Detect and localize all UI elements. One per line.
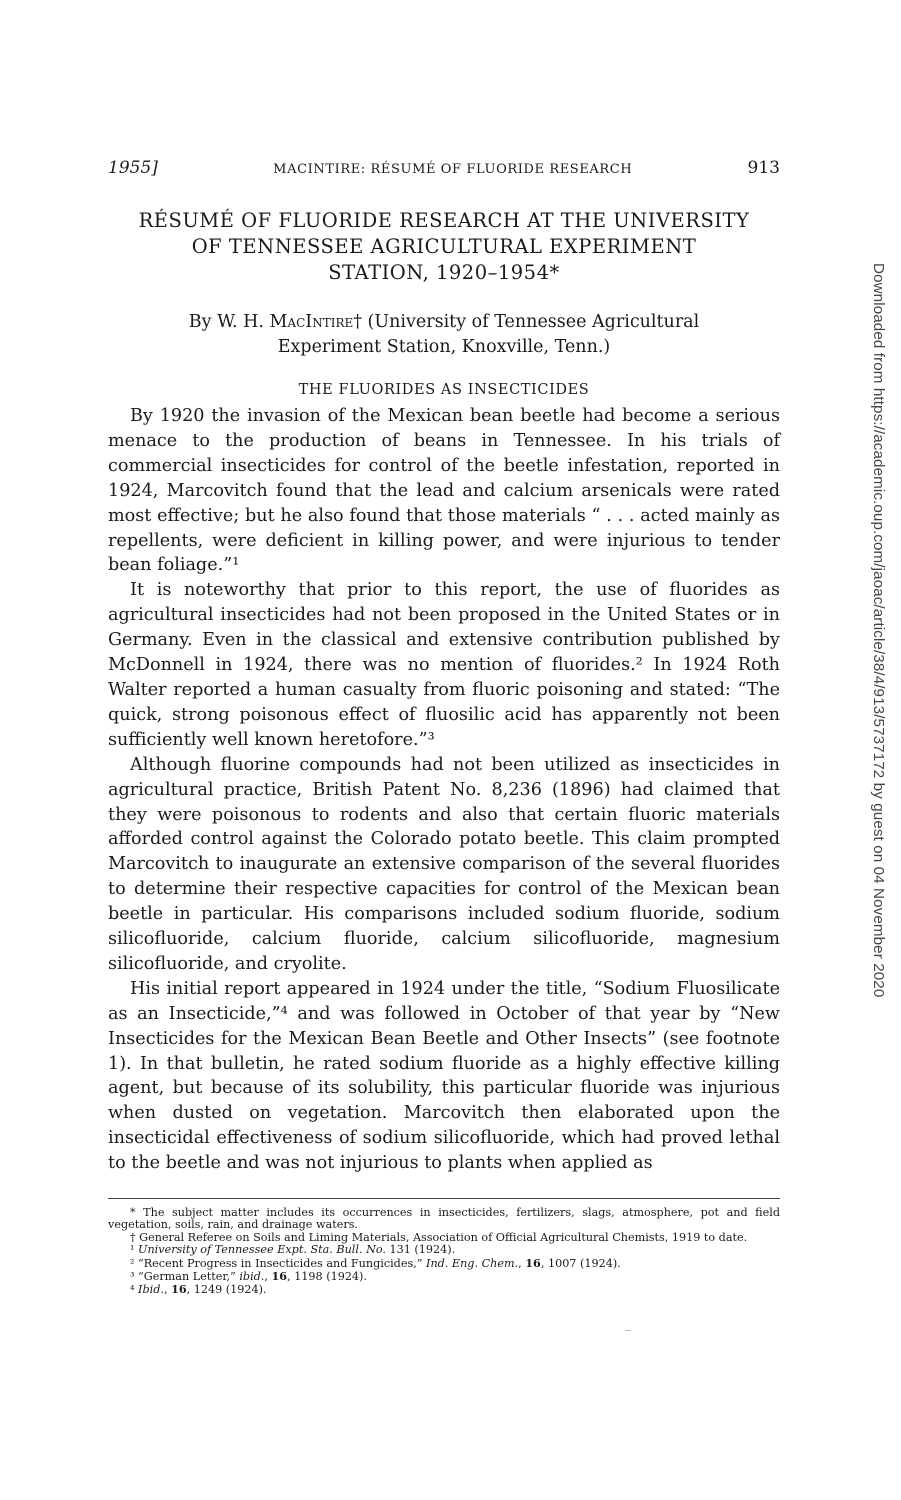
title-line-1: RÉSUMÉ OF FLUORIDE RESEARCH AT THE UNIVERSITY [138, 209, 750, 232]
byline-line-1 [108, 310, 780, 335]
body-text [108, 404, 780, 1176]
section-heading: THE FLUORIDES AS INSECTICIDES [298, 382, 590, 398]
byline [108, 310, 780, 360]
author-dagger: † [353, 312, 362, 332]
footnote-1-mark: ¹ [130, 1243, 139, 1257]
paragraph-3: Although fluorine compounds had not been utilized as insecticides in agricultural practice, British Patent No. 8,236 (1896) had claimed that they were poisonous to rodents and also that certain fluoric materials afforded control against the Colorado potato beetle. This claim prompted Marcovitch to inaugurate an extensive comparison of the several fluorides to determine their respective capacities for control of the Mexican bean beetle in particular. His comparisons included sodium fluoride, sodium silicofluoride, calcium fluoride, calcium silicofluoride, magnesium silicofluoride, and cryolite. [108, 754, 780, 974]
footnote-4: ⁴ Ibid., 16, 1249 (1924). [130, 1282, 267, 1297]
footnote-1-source: University of Tennessee Expt. Sta. Bull. No. [138, 1243, 386, 1257]
footnote-2-journal: Ind. Eng. Chem. [426, 1256, 519, 1270]
footnote-3-rest: , 1198 (1924). [287, 1270, 367, 1284]
footnote-star: * The subject matter includes its occurrences in insecticides, fertilizers, slags, atmosphere, pot and field vegetation, soils, rain, and drainage waters. [108, 1206, 780, 1232]
title-line-3: STATION, 1920–1954* [328, 261, 560, 284]
footnote-4-volume: 16 [171, 1282, 187, 1297]
affiliation-part-1: (University of Tennessee Agricultural [361, 312, 700, 332]
footnote-3-ibid: ibid. [239, 1270, 265, 1284]
affiliation-part-2: Experiment Station, Knoxville, Tenn.) [277, 337, 611, 357]
footnote-1-rest: 131 (1924). [385, 1243, 456, 1257]
footnote-3-volume: 16 [271, 1269, 288, 1284]
title-line-2: OF TENNESSEE AGRICULTURAL EXPERIMENT [191, 235, 697, 258]
article-title [118, 208, 770, 286]
running-head [108, 158, 780, 190]
footnote-3-text: ³ “German Letter,” [130, 1270, 240, 1284]
byline-prefix: By W. H. [188, 312, 270, 332]
paragraph-1: By 1920 the invasion of the Mexican bean beetle had become a serious menace to the production of beans in Tennessee. In his trials of commercial insecticides for control of the beetle infestation, reported in 1924, Marcovitch found that the lead and calcium arsenicals were rated most effective; but he also found that those materials “ . . . acted mainly as repellents, were deficient in killing power, and were injurious to tender bean foliage.”¹ [108, 406, 780, 576]
watermark-text: Downloaded from https://academic.oup.com/jaoac/article/38/4/913/5737172 by guest on 04 November 2020 [870, 263, 887, 998]
author-name: MacIntire [269, 312, 354, 332]
footnote-2-rest: , 1007 (1924). [540, 1256, 621, 1270]
footnotes [108, 1198, 780, 1297]
journal-page [108, 158, 780, 1297]
running-head-title: MACINTIRE: RÉSUMÉ OF FLUORIDE RESEARCH [273, 162, 633, 177]
footnote-4-rest: , 1249 (1924). [186, 1283, 267, 1297]
footnote-2-text: ² “Recent Progress in Insecticides and Fungicides,” [130, 1256, 427, 1270]
footnote-2: ² “Recent Progress in Insecticides and Fungicides,” Ind. Eng. Chem., 16, 1007 (1924). [130, 1255, 621, 1270]
paragraph-2: It is noteworthy that prior to this report, the use of fluorides as agricultural insecticides had not been proposed in the United States or in Germany. Even in the classical and extensive contribution published by McDonnell in 1924, there was no mention of fluorides.² In 1924 Roth Walter reported a human casualty from fluoric poisoning and stated: “The quick, strong poisonous effect of fluosilic acid has apparently not been sufficiently well known heretofore.”³ [108, 580, 780, 750]
download-watermark [870, 263, 897, 1158]
paragraph-4: His initial report appeared in 1924 under the title, “Sodium Fluosilicate as an Insecticide,”⁴ and was followed in October of that year by “New Insecticides for the Mexican Bean Beetle and Other Insects” (see footnote 1). In that bulletin, he rated sodium fluoride as a highly effective killing agent, but because of its solubility, this particular fluoride was injurious when dusted on vegetation. Marcovitch then elaborated upon the insecticidal effectiveness of sodium silicofluoride, which had proved lethal to the beetle and was not injurious to plants when applied as [108, 978, 780, 1174]
footnote-4-mark: ⁴ [130, 1283, 139, 1297]
footnote-dagger: † General Referee on Soils and Liming Materials, Association of Official Agricultural Chemists, 1919 to date. [130, 1230, 748, 1244]
footnote-4-ibid: Ibid. [138, 1283, 164, 1297]
footnote-1 [108, 1244, 780, 1256]
page-number: 913 [747, 158, 780, 178]
footnote-2-volume: 16 [525, 1255, 541, 1270]
scan-speck [625, 1330, 631, 1331]
footnote-3: ³ “German Letter,” ibid., 16, 1198 (1924). [130, 1269, 367, 1284]
running-head-year: 1955] [108, 158, 158, 178]
